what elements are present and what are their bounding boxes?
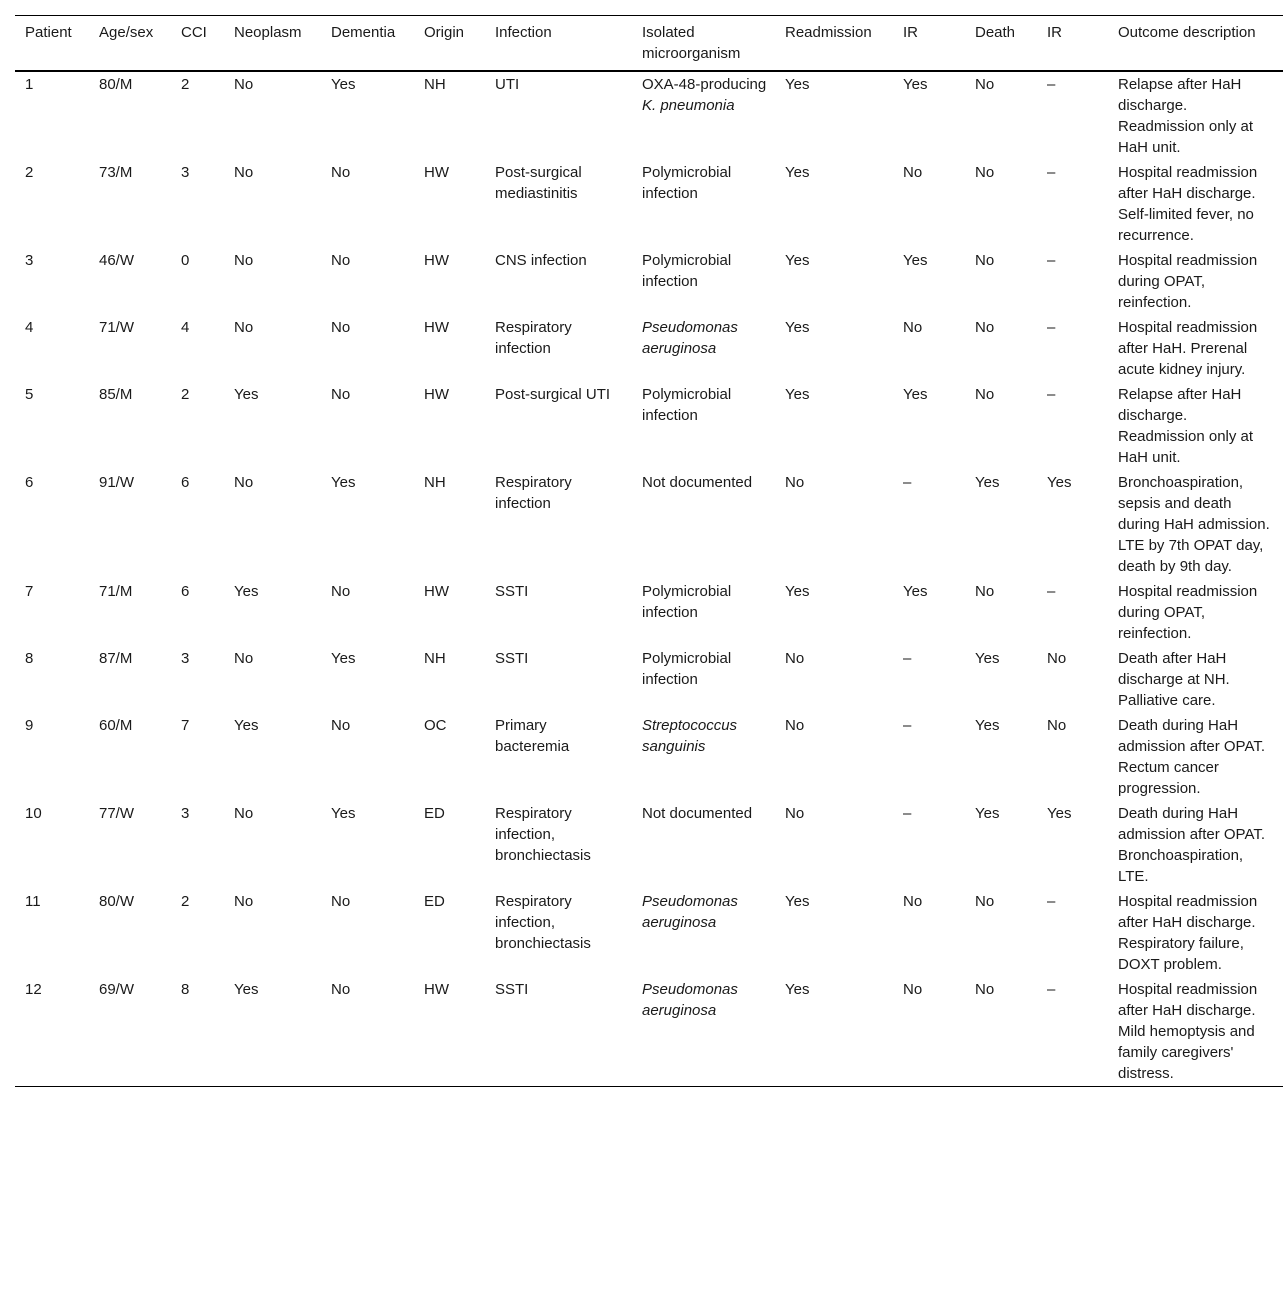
- cell-origin: HW: [424, 319, 449, 336]
- cell-readmission: Yes: [785, 981, 810, 998]
- cell-outcome-description: Hospital readmission after HaH. Prerenal acute kidney injury.: [1118, 319, 1258, 378]
- cell-age-sex: 71/M: [99, 583, 133, 600]
- cell-neoplasm: No: [234, 650, 254, 667]
- cell-isolated-microorganism: [632, 315, 775, 382]
- cell-ir-death: Yes: [1047, 474, 1072, 491]
- header-cci: CCI: [181, 24, 207, 41]
- cell-death: No: [975, 252, 995, 269]
- cell-age-sex: 77/W: [99, 805, 135, 822]
- cell-isolated-microorganism: [632, 977, 775, 1087]
- cell-isolated-microorganism: [632, 248, 775, 315]
- cell-infection: Respiratory infection, bronchiectasis: [495, 893, 591, 952]
- cell-ir-readmission: Yes: [903, 583, 928, 600]
- cell-readmission: Yes: [785, 893, 810, 910]
- cell-cci: 7: [181, 717, 190, 734]
- cell-dementia: No: [331, 717, 351, 734]
- cell-ir-readmission: Yes: [903, 252, 928, 269]
- cell-patient: 6: [25, 474, 34, 491]
- cell-outcome-description: Hospital readmission after HaH discharge. Self-limited fever, no recurrence.: [1118, 164, 1258, 244]
- cell-neoplasm: Yes: [234, 583, 259, 600]
- microorganism-species: Pseudomonas aeruginosa: [642, 981, 738, 1019]
- cell-age-sex: 80/M: [99, 76, 133, 93]
- cell-neoplasm: No: [234, 893, 254, 910]
- table-row: [15, 71, 1283, 160]
- cell-dementia: Yes: [331, 76, 356, 93]
- table-body: [15, 71, 1283, 1087]
- cell-dementia: No: [331, 893, 351, 910]
- microorganism-text: Polymicrobial infection: [642, 650, 732, 688]
- cell-outcome-description: Relapse after HaH discharge. Readmission only at HaH unit.: [1118, 76, 1254, 156]
- cell-outcome-description: Hospital readmission after HaH discharge. Respiratory failure, DOXT problem.: [1118, 893, 1258, 973]
- cell-neoplasm: No: [234, 164, 254, 181]
- cell-death: No: [975, 319, 995, 336]
- microorganism-species: Streptococcus sanguinis: [642, 717, 738, 755]
- cell-age-sex: 80/W: [99, 893, 135, 910]
- header-death: Death: [975, 24, 1016, 41]
- cell-death: No: [975, 981, 995, 998]
- cell-origin: NH: [424, 474, 446, 491]
- cell-ir-readmission: No: [903, 981, 923, 998]
- cell-age-sex: 91/W: [99, 474, 135, 491]
- cell-death: Yes: [975, 717, 1000, 734]
- cell-patient: 9: [25, 717, 34, 734]
- cell-patient: 11: [25, 893, 41, 910]
- cell-infection: CNS infection: [495, 252, 587, 269]
- cell-isolated-microorganism: [632, 71, 775, 160]
- cell-origin: HW: [424, 386, 449, 403]
- cell-cci: 2: [181, 76, 190, 93]
- cell-death: Yes: [975, 474, 1000, 491]
- cell-patient: 12: [25, 981, 42, 998]
- cell-death: No: [975, 893, 995, 910]
- cell-neoplasm: Yes: [234, 386, 259, 403]
- microorganism-species: Pseudomonas aeruginosa: [642, 893, 738, 931]
- cell-origin: HW: [424, 164, 449, 181]
- cell-infection: Respiratory infection: [495, 319, 572, 357]
- cell-outcome-description: Hospital readmission after HaH discharge. Mild hemoptysis and family caregivers' distress.: [1118, 981, 1258, 1082]
- header-origin: Origin: [424, 24, 465, 41]
- header-infection: Infection: [495, 24, 552, 41]
- cell-ir-death: –: [1047, 981, 1056, 998]
- cell-origin: OC: [424, 717, 447, 734]
- cell-cci: 6: [181, 583, 190, 600]
- cell-ir-readmission: –: [903, 474, 912, 491]
- cell-ir-death: –: [1047, 164, 1056, 181]
- cell-patient: 10: [25, 805, 42, 822]
- header-isolated-microorganism: Isolated microorganism: [642, 24, 741, 62]
- cell-dementia: Yes: [331, 474, 356, 491]
- header-ir-death: IR: [1047, 24, 1062, 41]
- cell-cci: 0: [181, 252, 190, 269]
- outcomes-table: [15, 15, 1283, 1087]
- cell-dementia: Yes: [331, 805, 356, 822]
- cell-patient: 1: [25, 76, 34, 93]
- cell-readmission: No: [785, 650, 805, 667]
- cell-ir-death: Yes: [1047, 805, 1072, 822]
- cell-ir-readmission: No: [903, 893, 923, 910]
- cell-death: No: [975, 164, 995, 181]
- header-readmission: Readmission: [785, 24, 872, 41]
- cell-age-sex: 87/M: [99, 650, 133, 667]
- cell-ir-readmission: Yes: [903, 386, 928, 403]
- cell-origin: HW: [424, 981, 449, 998]
- cell-outcome-description: Hospital readmission during OPAT, reinfection.: [1118, 252, 1258, 311]
- cell-age-sex: 71/W: [99, 319, 135, 336]
- cell-ir-readmission: –: [903, 717, 912, 734]
- cell-ir-readmission: Yes: [903, 76, 928, 93]
- cell-readmission: Yes: [785, 252, 810, 269]
- cell-dementia: No: [331, 583, 351, 600]
- cell-isolated-microorganism: [632, 382, 775, 470]
- table-row: [15, 889, 1283, 977]
- cell-outcome-description: Death during HaH admission after OPAT. Rectum cancer progression.: [1118, 717, 1265, 797]
- cell-readmission: No: [785, 805, 805, 822]
- cell-outcome-description: Bronchoaspiration, sepsis and death during HaH admission. LTE by 7th OPAT day, death by 9th day.: [1118, 474, 1270, 575]
- table-row: [15, 646, 1283, 713]
- microorganism-text: Polymicrobial infection: [642, 583, 732, 621]
- cell-origin: ED: [424, 893, 445, 910]
- cell-age-sex: 85/M: [99, 386, 133, 403]
- cell-dementia: No: [331, 319, 351, 336]
- cell-infection: SSTI: [495, 650, 529, 667]
- cell-ir-death: No: [1047, 717, 1067, 734]
- table-row: [15, 315, 1283, 382]
- cell-age-sex: 73/M: [99, 164, 133, 181]
- header-patient: Patient: [25, 24, 72, 41]
- header-neoplasm: Neoplasm: [234, 24, 302, 41]
- cell-outcome-description: Death during HaH admission after OPAT. Bronchoaspiration, LTE.: [1118, 805, 1265, 885]
- cell-ir-death: –: [1047, 893, 1056, 910]
- cell-ir-readmission: –: [903, 805, 912, 822]
- cell-isolated-microorganism: [632, 646, 775, 713]
- microorganism-text: Polymicrobial infection: [642, 386, 732, 424]
- cell-infection: Respiratory infection: [495, 474, 572, 512]
- cell-cci: 2: [181, 386, 190, 403]
- cell-cci: 3: [181, 805, 190, 822]
- cell-patient: 3: [25, 252, 34, 269]
- cell-origin: NH: [424, 76, 446, 93]
- microorganism-species: K. pneumonia: [642, 97, 735, 114]
- cell-dementia: No: [331, 164, 351, 181]
- cell-death: Yes: [975, 805, 1000, 822]
- cell-isolated-microorganism: [632, 470, 775, 579]
- cell-readmission: No: [785, 474, 805, 491]
- cell-dementia: No: [331, 252, 351, 269]
- cell-neoplasm: Yes: [234, 717, 259, 734]
- table-row: [15, 248, 1283, 315]
- cell-dementia: No: [331, 386, 351, 403]
- cell-outcome-description: Relapse after HaH discharge. Readmission only at HaH unit.: [1118, 386, 1254, 466]
- table-header: [15, 16, 1283, 72]
- table-row: [15, 801, 1283, 889]
- microorganism-text: Polymicrobial infection: [642, 164, 732, 202]
- cell-isolated-microorganism: [632, 160, 775, 248]
- cell-cci: 3: [181, 164, 190, 181]
- cell-origin: HW: [424, 583, 449, 600]
- cell-death: Yes: [975, 650, 1000, 667]
- cell-death: No: [975, 386, 995, 403]
- cell-isolated-microorganism: [632, 889, 775, 977]
- microorganism-text: Not documented: [642, 474, 753, 491]
- cell-outcome-description: Death after HaH discharge at NH. Palliative care.: [1118, 650, 1230, 709]
- cell-dementia: No: [331, 981, 351, 998]
- cell-readmission: Yes: [785, 76, 810, 93]
- table-row: [15, 713, 1283, 801]
- cell-infection: UTI: [495, 76, 520, 93]
- cell-origin: ED: [424, 805, 445, 822]
- cell-infection: SSTI: [495, 583, 529, 600]
- cell-origin: NH: [424, 650, 446, 667]
- cell-ir-death: No: [1047, 650, 1067, 667]
- cell-infection: Post-surgical mediastinitis: [495, 164, 582, 202]
- cell-origin: HW: [424, 252, 449, 269]
- header-age-sex: Age/sex: [99, 24, 154, 41]
- table-row: [15, 470, 1283, 579]
- cell-infection: Primary bacteremia: [495, 717, 570, 755]
- cell-readmission: Yes: [785, 386, 810, 403]
- cell-ir-death: –: [1047, 386, 1056, 403]
- cell-cci: 6: [181, 474, 190, 491]
- table-row: [15, 579, 1283, 646]
- header-dementia: Dementia: [331, 24, 396, 41]
- microorganism-species: Pseudomonas aeruginosa: [642, 319, 738, 357]
- cell-patient: 4: [25, 319, 34, 336]
- microorganism-text: OXA-48-producing: [642, 76, 767, 93]
- cell-death: No: [975, 583, 995, 600]
- cell-cci: 2: [181, 893, 190, 910]
- cell-infection: Respiratory infection, bronchiectasis: [495, 805, 591, 864]
- cell-ir-death: –: [1047, 76, 1056, 93]
- cell-readmission: Yes: [785, 583, 810, 600]
- cell-readmission: No: [785, 717, 805, 734]
- cell-readmission: Yes: [785, 319, 810, 336]
- cell-outcome-description: Hospital readmission during OPAT, reinfection.: [1118, 583, 1258, 642]
- cell-patient: 7: [25, 583, 34, 600]
- table-row: [15, 160, 1283, 248]
- header-outcome-description: Outcome description: [1118, 24, 1256, 41]
- microorganism-text: Polymicrobial infection: [642, 252, 732, 290]
- cell-cci: 4: [181, 319, 190, 336]
- cell-cci: 8: [181, 981, 190, 998]
- cell-neoplasm: No: [234, 805, 254, 822]
- cell-neoplasm: No: [234, 252, 254, 269]
- cell-ir-death: –: [1047, 583, 1056, 600]
- cell-ir-death: –: [1047, 252, 1056, 269]
- cell-infection: SSTI: [495, 981, 529, 998]
- cell-age-sex: 69/W: [99, 981, 135, 998]
- cell-cci: 3: [181, 650, 190, 667]
- cell-ir-readmission: No: [903, 164, 923, 181]
- cell-ir-readmission: No: [903, 319, 923, 336]
- cell-isolated-microorganism: [632, 579, 775, 646]
- cell-death: No: [975, 76, 995, 93]
- cell-neoplasm: No: [234, 319, 254, 336]
- cell-ir-readmission: –: [903, 650, 912, 667]
- cell-ir-death: –: [1047, 319, 1056, 336]
- header-ir-readmission: IR: [903, 24, 918, 41]
- cell-isolated-microorganism: [632, 713, 775, 801]
- cell-age-sex: 60/M: [99, 717, 133, 734]
- table-row: [15, 382, 1283, 470]
- cell-isolated-microorganism: [632, 801, 775, 889]
- cell-age-sex: 46/W: [99, 252, 135, 269]
- microorganism-text: Not documented: [642, 805, 753, 822]
- cell-neoplasm: No: [234, 76, 254, 93]
- cell-patient: 5: [25, 386, 34, 403]
- cell-neoplasm: No: [234, 474, 254, 491]
- cell-readmission: Yes: [785, 164, 810, 181]
- cell-neoplasm: Yes: [234, 981, 259, 998]
- cell-dementia: Yes: [331, 650, 356, 667]
- cell-patient: 2: [25, 164, 34, 181]
- table-row: [15, 977, 1283, 1087]
- cell-patient: 8: [25, 650, 34, 667]
- cell-infection: Post-surgical UTI: [495, 386, 611, 403]
